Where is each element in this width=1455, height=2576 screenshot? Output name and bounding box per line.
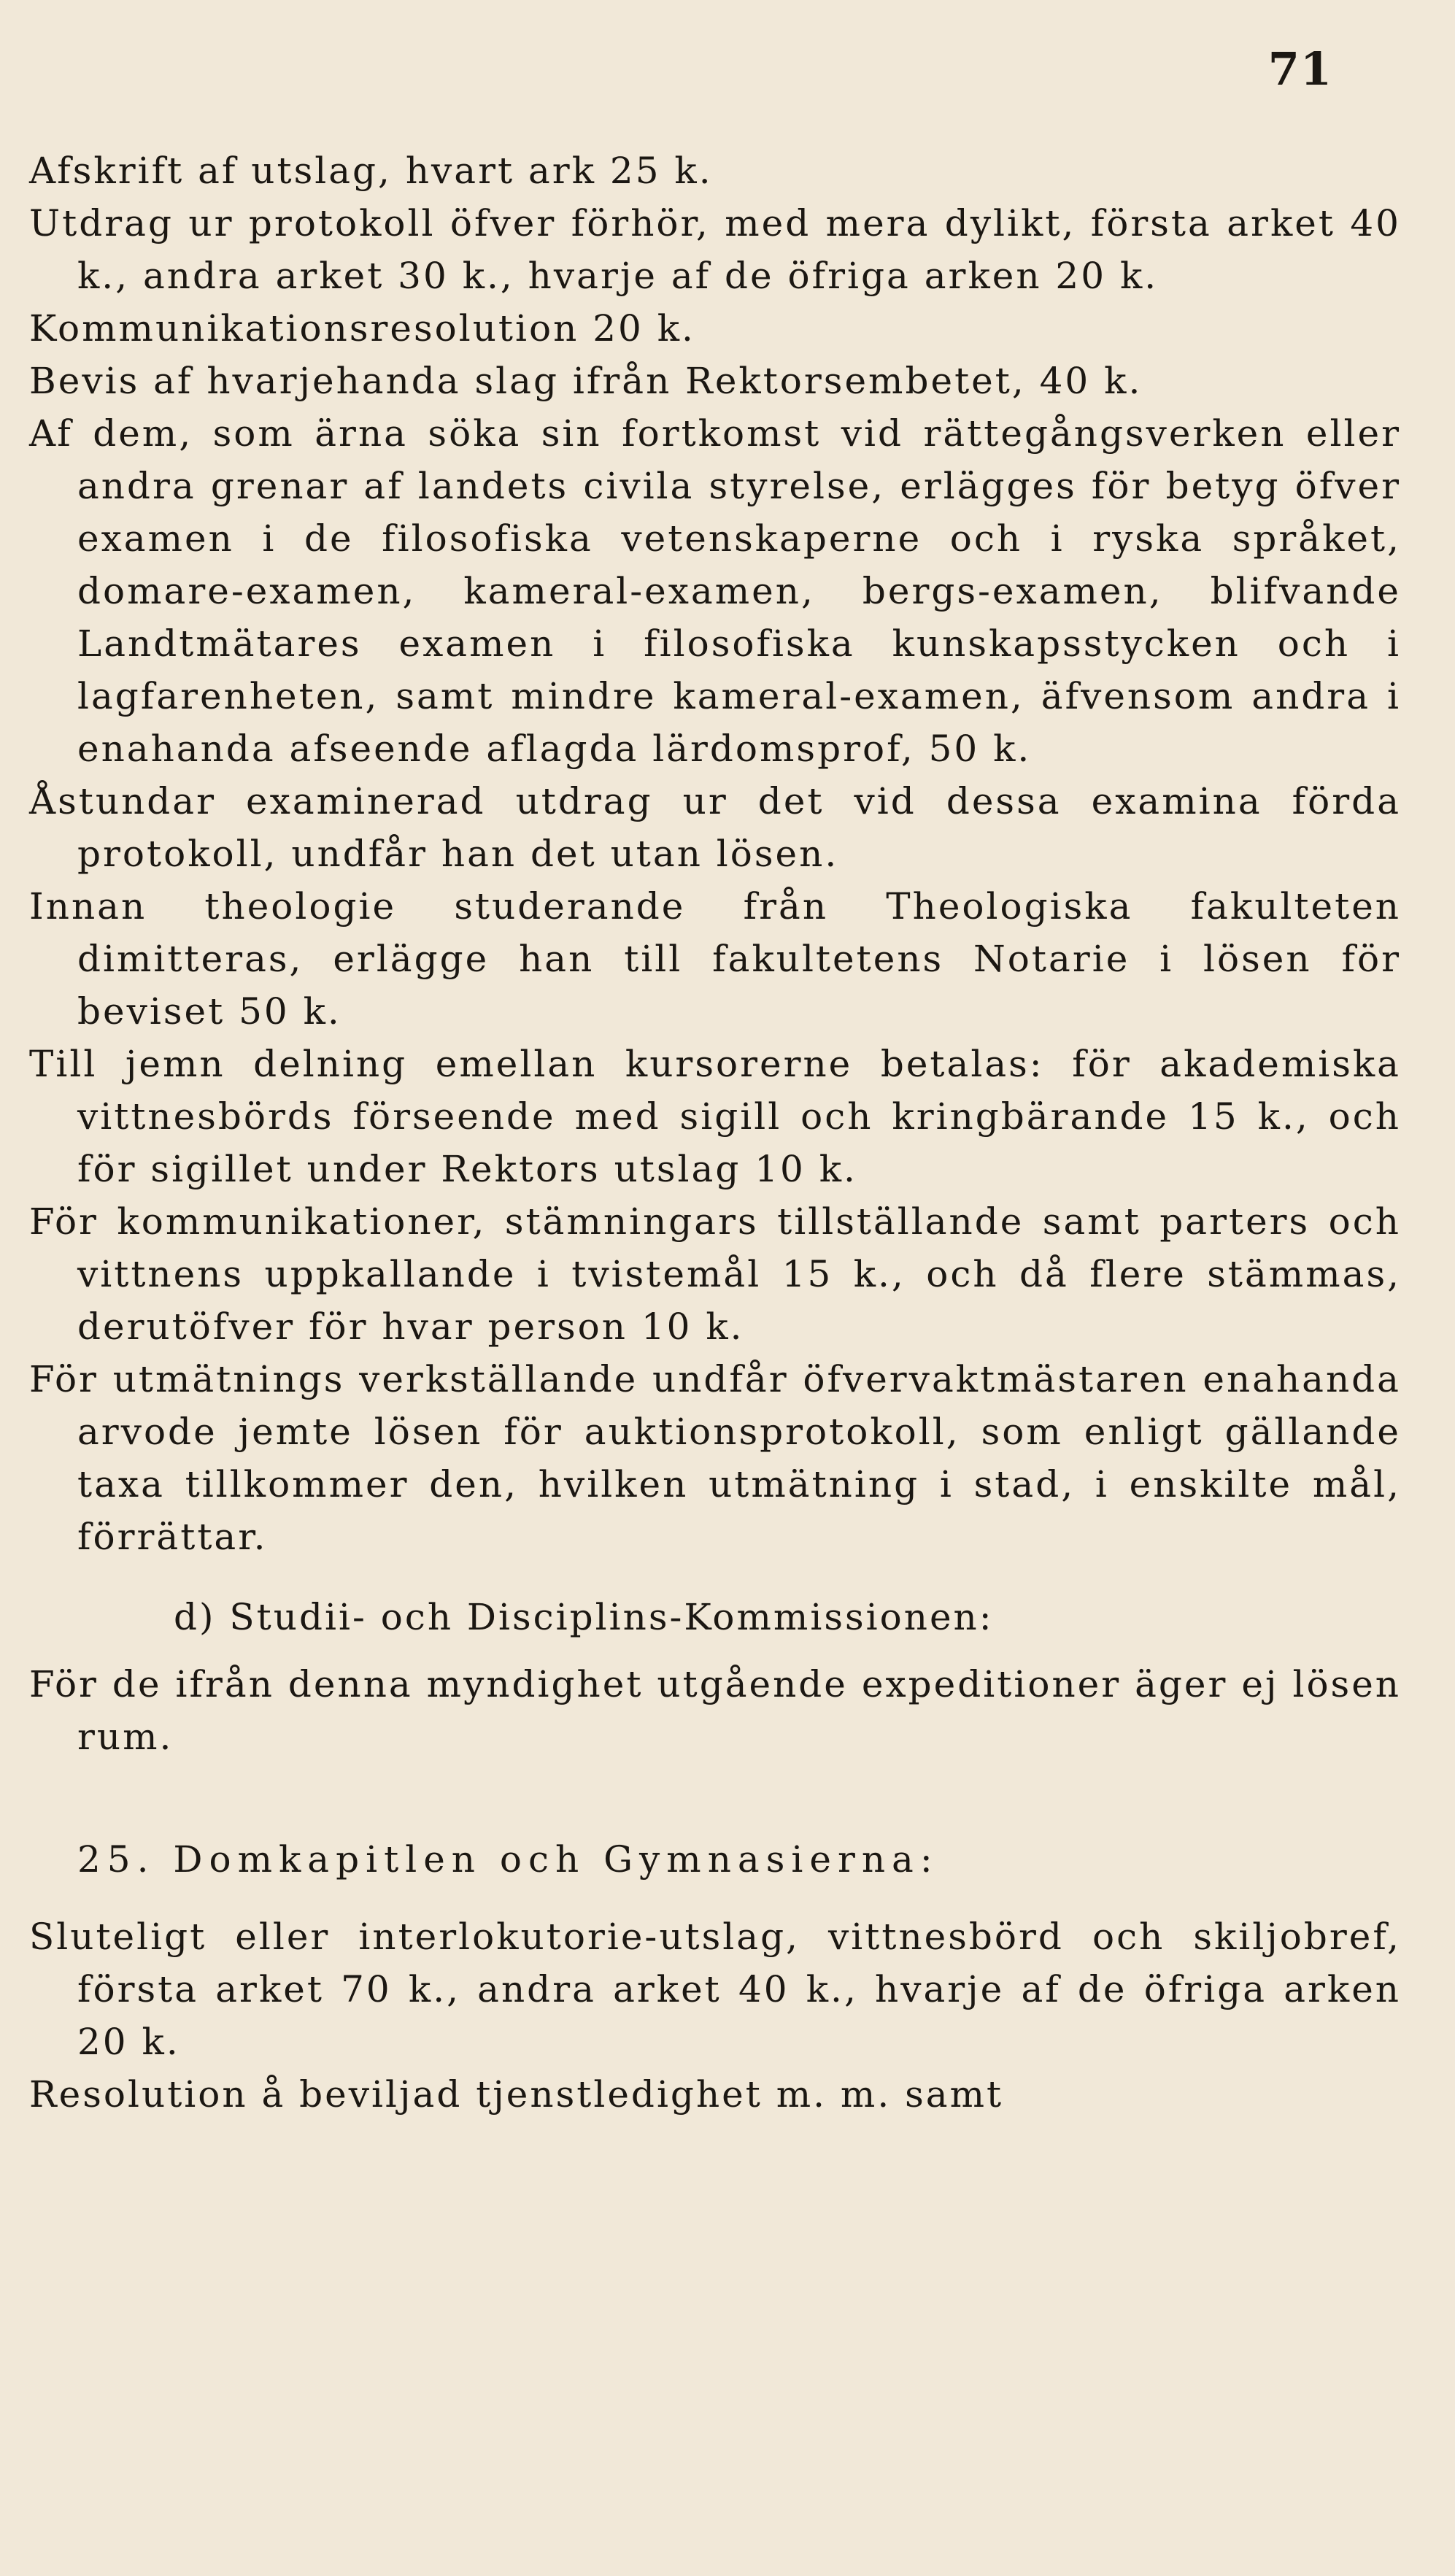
fee-entry-protocol-extract: Utdrag ur protokoll öfver förhör, med mera dylikt, första arket 40 k., andra arket 30 k., hvarje af de öfriga arken 20 k. [29, 202, 1401, 297]
fee-entry-theology-dismissal: Innan theologie studerande från Theologiska fakulteten dimitteras, erlägge han till fakultetens Notarie i lösen för beviset 50 k. [29, 885, 1401, 1033]
fee-entry-communication-resolution: Kommunikationsresolution 20 k. [29, 307, 695, 350]
section-d-heading: d) Studii- och Disciplins-Kommissionen: [174, 1596, 994, 1638]
fee-entry-transcript-ruling: Afskrift af utslag, hvart ark 25 k. [29, 150, 713, 192]
fee-entry-exam-certificates: Af dem, som ärna söka sin fortkomst vid rättegångsverken eller andra grenar af landets civila styrelse, erlägges för betyg öfver examen i de filosofiska vetenskaperne och i ryska språket, domare-examen, kameral-examen, bergs-examen, blifvande Landtmätares examen i filosofiska kunskapsstycken och i lagfarenheten, samt mindre kameral-examen, äfvensom andra i enahanda afseende aflagda lärdomsprof, 50 k. [29, 412, 1401, 770]
page-number: 71 [1267, 42, 1332, 96]
fee-entry-distraint: För utmätnings verkställande undfår öfvervaktmästaren enahanda arvode jemte lösen för auktionsprotokoll, som enligt gällande taxa tillkommer den, hvilken utmätning i stad, i enskilte mål, förrättar. [29, 1358, 1401, 1558]
fee-entry-exam-protocol-extract: Åstundar examinerad utdrag ur det vid dessa examina förda protokoll, undfår han det utan lösen. [29, 780, 1401, 875]
section-25-entry-ruling: Sluteligt eller interlokutorie-utslag, vittnesbörd och skiljobref, första arket 70 k., andra arket 40 k., hvarje af de öfriga arken 20 k. [29, 1916, 1401, 2063]
section-d-entry: För de ifrån denna myndighet utgående expeditioner äger ej lösen rum. [29, 1663, 1401, 1758]
section-25-heading: 25. Domkapitlen och Gymnasierna: [77, 1838, 939, 1881]
fee-entry-summons: För kommunikationer, stämningars tillställande samt parters och vittnens uppkallande i tvistemål 15 k., och då flere stämmas, derutöfver för hvar person 10 k. [29, 1200, 1401, 1348]
section-25-entry-leave: Resolution å beviljad tjenstledighet m. m. samt [29, 2073, 1004, 2116]
fee-entry-rector-certificate: Bevis af hvarjehanda slag ifrån Rektorsembetet, 40 k. [29, 360, 1143, 402]
fee-entry-cursor-division: Till jemn delning emellan kursorerne betalas: för akademiska vittnesbörds förseende med sigill och kringbärande 15 k., och för sigillet under Rektors utslag 10 k. [29, 1043, 1401, 1190]
page-text [29, 144, 1401, 2121]
